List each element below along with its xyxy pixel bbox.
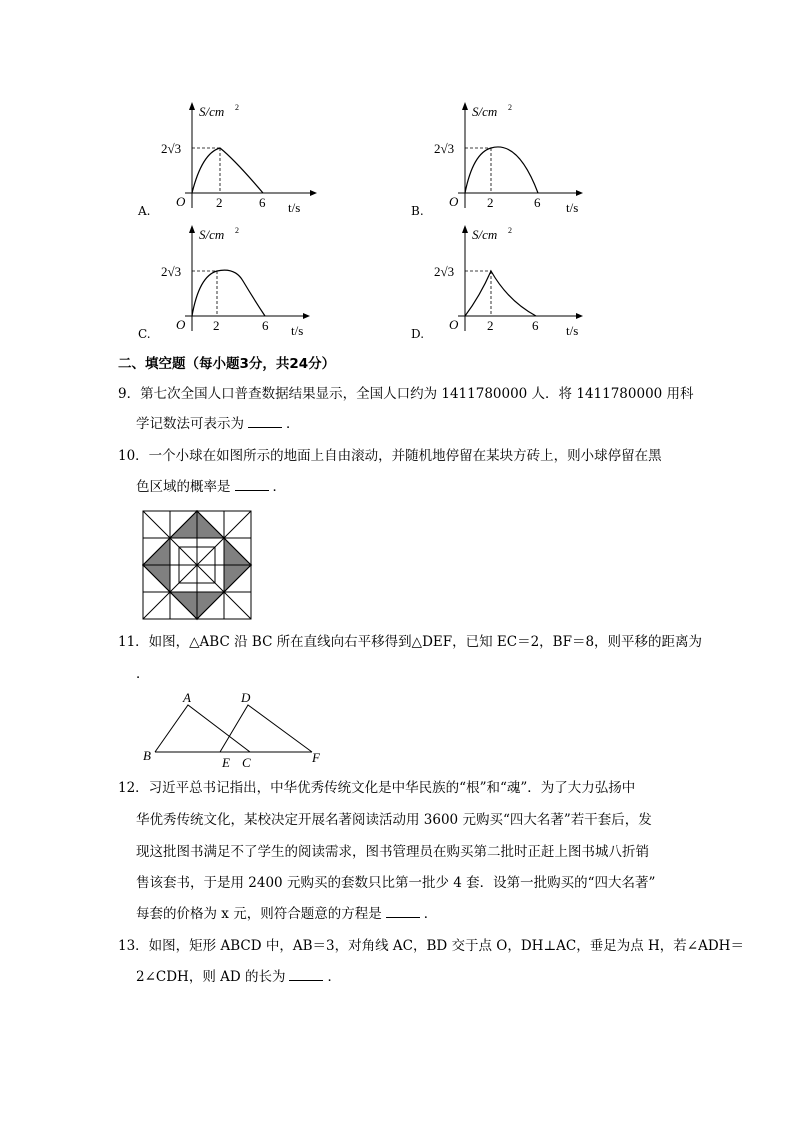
q13-blank — [289, 968, 323, 981]
svg-text:S/cm: S/cm — [472, 104, 498, 119]
section-2-title: 二、填空题（每小题3分，共24分） — [118, 356, 336, 372]
svg-text:2: 2 — [487, 318, 494, 333]
svg-text:S/cm: S/cm — [472, 227, 498, 242]
q12-line2: 华优秀传统文化，某校决定开展名著阅读活动用 3600 元购买“四大名著”若干套后，发 — [136, 812, 652, 828]
svg-text:6: 6 — [259, 195, 266, 210]
svg-text:2: 2 — [508, 103, 512, 112]
svg-text:B: B — [143, 748, 151, 763]
q9-blank — [248, 415, 282, 428]
q13-line2: 2∠CDH，则 AD 的长为 ． — [136, 969, 341, 985]
svg-text:t/s: t/s — [288, 200, 301, 215]
q11-triangle-figure — [140, 690, 340, 770]
svg-text:D: D — [241, 690, 251, 705]
svg-text:E: E — [222, 755, 230, 770]
q12-line1: 12．习近平总书记指出，中华优秀传统文化是中华民族的“根”和“魂”．为了大力弘扬中 — [118, 780, 636, 796]
q10-blank — [235, 478, 269, 491]
option-b-graph — [428, 98, 593, 218]
svg-text:A: A — [183, 690, 191, 705]
svg-text:O: O — [449, 194, 459, 209]
option-c-graph — [155, 221, 320, 341]
svg-text:6: 6 — [532, 318, 539, 333]
svg-text:2: 2 — [235, 103, 239, 112]
svg-text:6: 6 — [534, 195, 541, 210]
svg-text:F: F — [312, 750, 320, 765]
q12-line3: 现这批图书满足不了学生的阅读需求，图书管理员在购买第二批时正赶上图书城八折销 — [136, 844, 649, 860]
svg-text:t/s: t/s — [566, 200, 579, 215]
svg-text:2: 2 — [235, 226, 239, 235]
q10-line1: 10．一个小球在如图所示的地面上自由滚动，并随机地停留在某块方砖上，则小球停留在黑 — [118, 448, 662, 464]
q11-line2: ． — [136, 666, 150, 682]
svg-text:2: 2 — [213, 318, 220, 333]
svg-text:t/s: t/s — [566, 323, 579, 338]
svg-text:S/cm: S/cm — [199, 227, 225, 242]
svg-text:2√3: 2√3 — [434, 264, 455, 279]
svg-text:2: 2 — [216, 195, 223, 210]
svg-text:S/cm: S/cm — [199, 104, 225, 119]
q11-line1: 11．如图，△ABC 沿 BC 所在直线向右平移得到△DEF，已知 EC＝2，BF＝8，则平移的距离为 — [118, 634, 703, 650]
svg-text:C: C — [242, 755, 251, 770]
q10-line2: 色区域的概率是 ． — [136, 479, 286, 495]
svg-text:t/s: t/s — [291, 323, 304, 338]
q12-blank — [386, 905, 420, 918]
svg-text:O: O — [176, 317, 186, 332]
q12-line4: 售该套书，于是用 2400 元购买的套数只比第一批少 4 套．设第一批购买的“四大名著” — [136, 875, 656, 891]
svg-text:2√3: 2√3 — [161, 264, 182, 279]
option-a-label: A. — [138, 204, 151, 218]
svg-text:O: O — [176, 194, 186, 209]
svg-text:2: 2 — [487, 195, 494, 210]
option-d-label: D. — [411, 327, 425, 341]
svg-text:6: 6 — [262, 318, 269, 333]
q12-line5: 每套的价格为 x 元，则符合题意的方程是 ． — [136, 906, 438, 922]
svg-text:2√3: 2√3 — [434, 141, 455, 156]
svg-text:O: O — [449, 317, 459, 332]
q9-line2: 学记数法可表示为 ． — [136, 416, 300, 432]
q10-tile-figure — [142, 510, 254, 622]
option-c-label: C. — [138, 327, 151, 341]
option-d-graph — [428, 221, 593, 341]
q9-line1: 9．第七次全国人口普查数据结果显示，全国人口约为 1411780000 人．将 1411780000 用科 — [118, 386, 694, 402]
svg-text:2√3: 2√3 — [161, 141, 182, 156]
option-b-label: B. — [411, 204, 424, 218]
svg-text:2: 2 — [508, 226, 512, 235]
q13-line1: 13．如图，矩形 ABCD 中，AB＝3，对角线 AC，BD 交于点 O，DH⊥AC，垂足为点 H，若∠ADH＝ — [118, 938, 744, 954]
option-a-graph — [155, 98, 320, 218]
